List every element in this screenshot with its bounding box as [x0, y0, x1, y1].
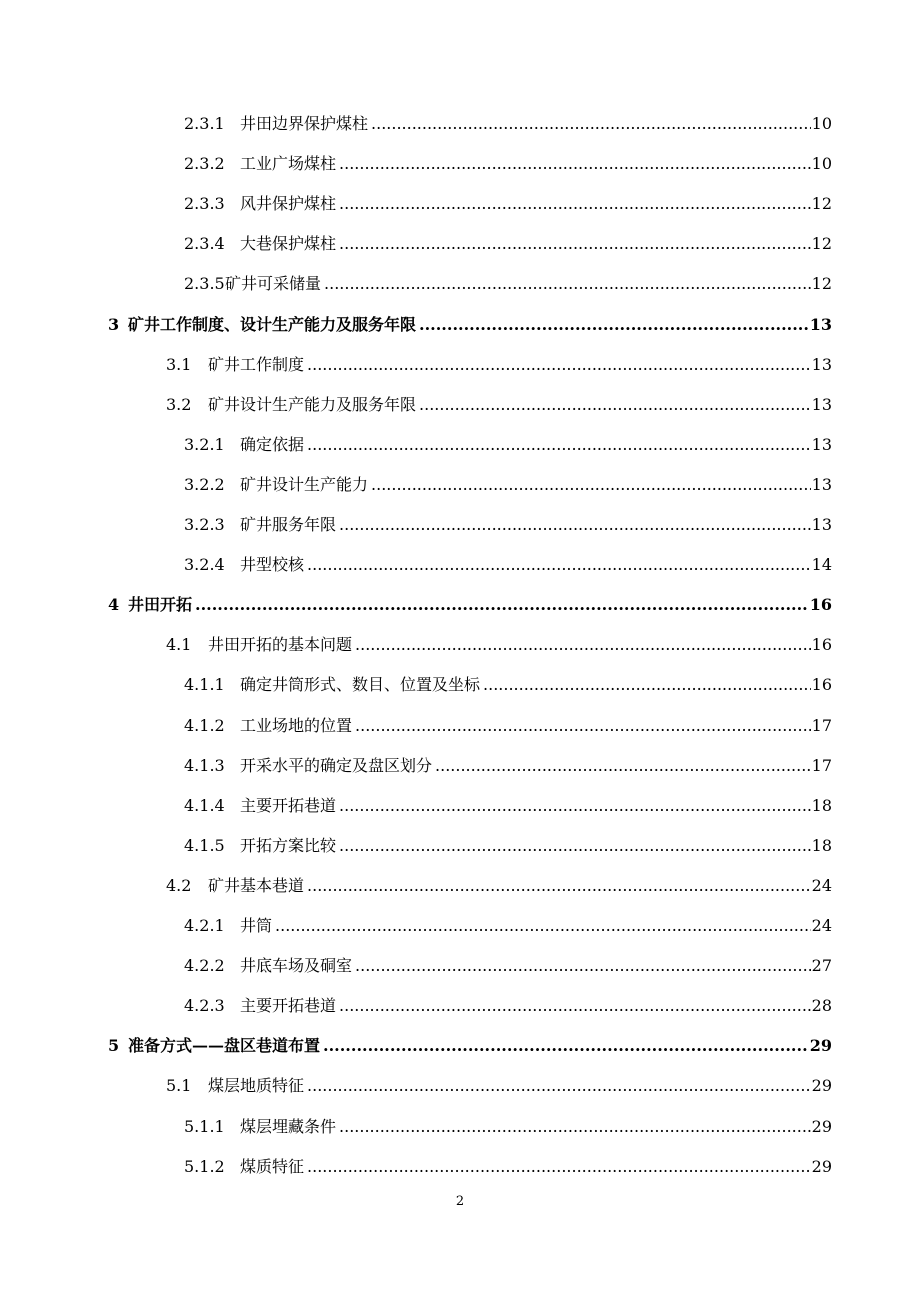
toc-entry-page: 13 [809, 315, 832, 334]
dot-leader [324, 274, 811, 294]
dot-leader [483, 675, 811, 695]
toc-entry[interactable] [184, 234, 832, 254]
toc-entry-page: 13 [811, 515, 832, 534]
toc-entry-page: 29 [811, 1117, 832, 1136]
toc-entry[interactable] [166, 876, 832, 896]
toc-entry-number: 4.2.2 [184, 956, 225, 975]
dot-leader [355, 956, 811, 976]
toc-entry-page: 29 [811, 1076, 832, 1095]
dot-leader [307, 435, 811, 455]
toc-entry-number: 2.3.3 [184, 194, 225, 213]
toc-entry-page: 24 [811, 916, 832, 935]
toc-entry-page: 12 [811, 274, 832, 293]
toc-entry-number: 2.3.5 [184, 274, 225, 293]
toc-entry[interactable] [108, 595, 832, 615]
toc-entry-title: 工业场地的位置 [240, 716, 353, 735]
toc-entry-number: 3 [108, 315, 120, 334]
toc-entry-number: 2.3.4 [184, 234, 225, 253]
toc-entry-title: 开采水平的确定及盘区划分 [240, 756, 433, 775]
dot-leader [371, 114, 811, 134]
toc-entry[interactable] [166, 355, 832, 375]
toc-entry-title: 确定依据 [240, 435, 305, 454]
toc-entry[interactable] [184, 194, 832, 214]
toc-entry-number: 3.2.4 [184, 555, 225, 574]
dot-leader [339, 1117, 811, 1137]
toc-entry[interactable] [184, 154, 832, 174]
toc-entry-number: 3.1 [166, 355, 192, 374]
toc-entry-page: 10 [811, 114, 832, 133]
toc-entry-page: 13 [811, 355, 832, 374]
toc-entry-number: 2.3.2 [184, 154, 225, 173]
toc-entry-page: 17 [811, 756, 832, 775]
toc-entry[interactable] [184, 836, 832, 856]
toc-entry-number: 4.1.1 [184, 675, 225, 694]
toc-entry[interactable] [108, 315, 832, 335]
toc-entry-page: 27 [811, 956, 832, 975]
dot-leader [307, 355, 811, 375]
toc-entry-title: 煤质特征 [240, 1157, 305, 1176]
dot-leader [435, 756, 811, 776]
toc-entry[interactable] [184, 555, 832, 575]
dot-leader [339, 515, 811, 535]
toc-entry-title: 矿井可采储量 [225, 274, 322, 293]
toc-entry-title: 煤层埋藏条件 [240, 1117, 337, 1136]
toc-entry[interactable] [108, 1036, 832, 1056]
toc-entry-title: 井型校核 [240, 555, 305, 574]
toc-entry-number: 4.2 [166, 876, 192, 895]
toc-entry[interactable] [184, 274, 832, 294]
toc-entry-number: 5.1 [166, 1076, 192, 1095]
toc-entry-number: 2.3.1 [184, 114, 225, 133]
toc-entry-page: 10 [811, 154, 832, 173]
toc-entry[interactable] [184, 435, 832, 455]
toc-entry-number: 4 [108, 595, 120, 614]
toc-entry-page: 24 [811, 876, 832, 895]
toc-entry-title: 井筒 [240, 916, 273, 935]
toc-entry-number: 4.1.3 [184, 756, 225, 775]
toc-entry-number: 4.1.5 [184, 836, 225, 855]
toc-entry-page: 12 [811, 234, 832, 253]
toc-entry-page: 13 [811, 395, 832, 414]
toc-entry-title: 矿井工作制度 [208, 355, 305, 374]
toc-entry-page: 29 [811, 1157, 832, 1176]
dot-leader [307, 555, 811, 575]
toc-entry[interactable] [166, 635, 832, 655]
dot-leader [339, 996, 811, 1016]
dot-leader [195, 595, 809, 615]
toc-entry-page: 16 [811, 635, 832, 654]
toc-entry[interactable] [184, 114, 832, 134]
toc-entry[interactable] [184, 475, 832, 495]
toc-entry-number: 4.2.3 [184, 996, 225, 1015]
toc-entry-title: 井田开拓的基本问题 [208, 635, 353, 654]
dot-leader [419, 395, 811, 415]
toc-entry-page: 16 [811, 675, 832, 694]
toc-entry-number: 5.1.1 [184, 1117, 225, 1136]
toc-entry[interactable] [184, 675, 832, 695]
toc-entry-title: 确定井筒形式、数目、位置及坐标 [240, 675, 481, 694]
toc-entry-number: 5.1.2 [184, 1157, 225, 1176]
toc-entry-title: 井田边界保护煤柱 [240, 114, 369, 133]
toc-entry[interactable] [184, 916, 832, 936]
toc-entry[interactable] [184, 996, 832, 1016]
dot-leader [371, 475, 811, 495]
toc-entry-number: 3.2.1 [184, 435, 225, 454]
dot-leader [339, 234, 811, 254]
toc-entry-page: 14 [811, 555, 832, 574]
toc-entry-title: 主要开拓巷道 [240, 996, 337, 1015]
dot-leader [275, 916, 811, 936]
toc-entry-title: 工业广场煤柱 [240, 154, 337, 173]
dot-leader [323, 1036, 809, 1056]
toc-entry-page: 28 [811, 996, 832, 1015]
dot-leader [307, 876, 811, 896]
toc-entry-title: 井底车场及硐室 [240, 956, 353, 975]
toc-entry-number: 3.2.3 [184, 515, 225, 534]
toc-entry-title: 开拓方案比较 [240, 836, 337, 855]
toc-entry[interactable] [184, 796, 832, 816]
toc-entry-title: 大巷保护煤柱 [240, 234, 337, 253]
toc-entry-title: 井田开拓 [128, 595, 193, 614]
dot-leader [307, 1076, 811, 1096]
toc-entry-page: 18 [811, 836, 832, 855]
toc-entry-page: 29 [809, 1036, 832, 1055]
toc-entry-title: 矿井工作制度、设计生产能力及服务年限 [128, 315, 417, 334]
toc-entry[interactable] [184, 956, 832, 976]
toc-entry-number: 3.2.2 [184, 475, 225, 494]
toc-entry-number: 4.1 [166, 635, 192, 654]
toc-entry[interactable] [166, 395, 832, 415]
toc-entry[interactable] [166, 1076, 832, 1096]
toc-entry[interactable] [184, 1157, 832, 1177]
toc-entry[interactable] [184, 1117, 832, 1137]
toc-entry-page: 18 [811, 796, 832, 815]
toc-entry-title: 准备方式——盘区巷道布置 [128, 1036, 321, 1055]
toc-entry-title: 矿井服务年限 [240, 515, 337, 534]
toc-entry-number: 4.1.4 [184, 796, 225, 815]
dot-leader [355, 635, 811, 655]
toc-entry-title: 矿井设计生产能力及服务年限 [208, 395, 417, 414]
toc-entry-title: 煤层地质特征 [208, 1076, 305, 1095]
toc-entry-number: 4.2.1 [184, 916, 225, 935]
dot-leader [339, 154, 811, 174]
toc-entry[interactable] [184, 756, 832, 776]
toc-entry[interactable] [184, 515, 832, 535]
toc-entry-number: 5 [108, 1036, 120, 1055]
toc-entry-page: 13 [811, 435, 832, 454]
toc-entry-page: 12 [811, 194, 832, 213]
toc-entry-title: 矿井设计生产能力 [240, 475, 369, 494]
toc-entry-number: 3.2 [166, 395, 192, 414]
toc-entry-page: 13 [811, 475, 832, 494]
dot-leader [339, 194, 811, 214]
page-number: 2 [455, 1194, 465, 1209]
dot-leader [355, 716, 811, 736]
toc-entry-title: 风井保护煤柱 [240, 194, 337, 213]
toc-entry-title: 主要开拓巷道 [240, 796, 337, 815]
toc-entry-number: 4.1.2 [184, 716, 225, 735]
toc-entry-title: 矿井基本巷道 [208, 876, 305, 895]
toc-entry-page: 16 [809, 595, 832, 614]
dot-leader [419, 315, 809, 335]
dot-leader [339, 796, 811, 816]
dot-leader [339, 836, 811, 856]
toc-entry[interactable] [184, 716, 832, 736]
toc-entry-page: 17 [811, 716, 832, 735]
dot-leader [307, 1157, 811, 1177]
